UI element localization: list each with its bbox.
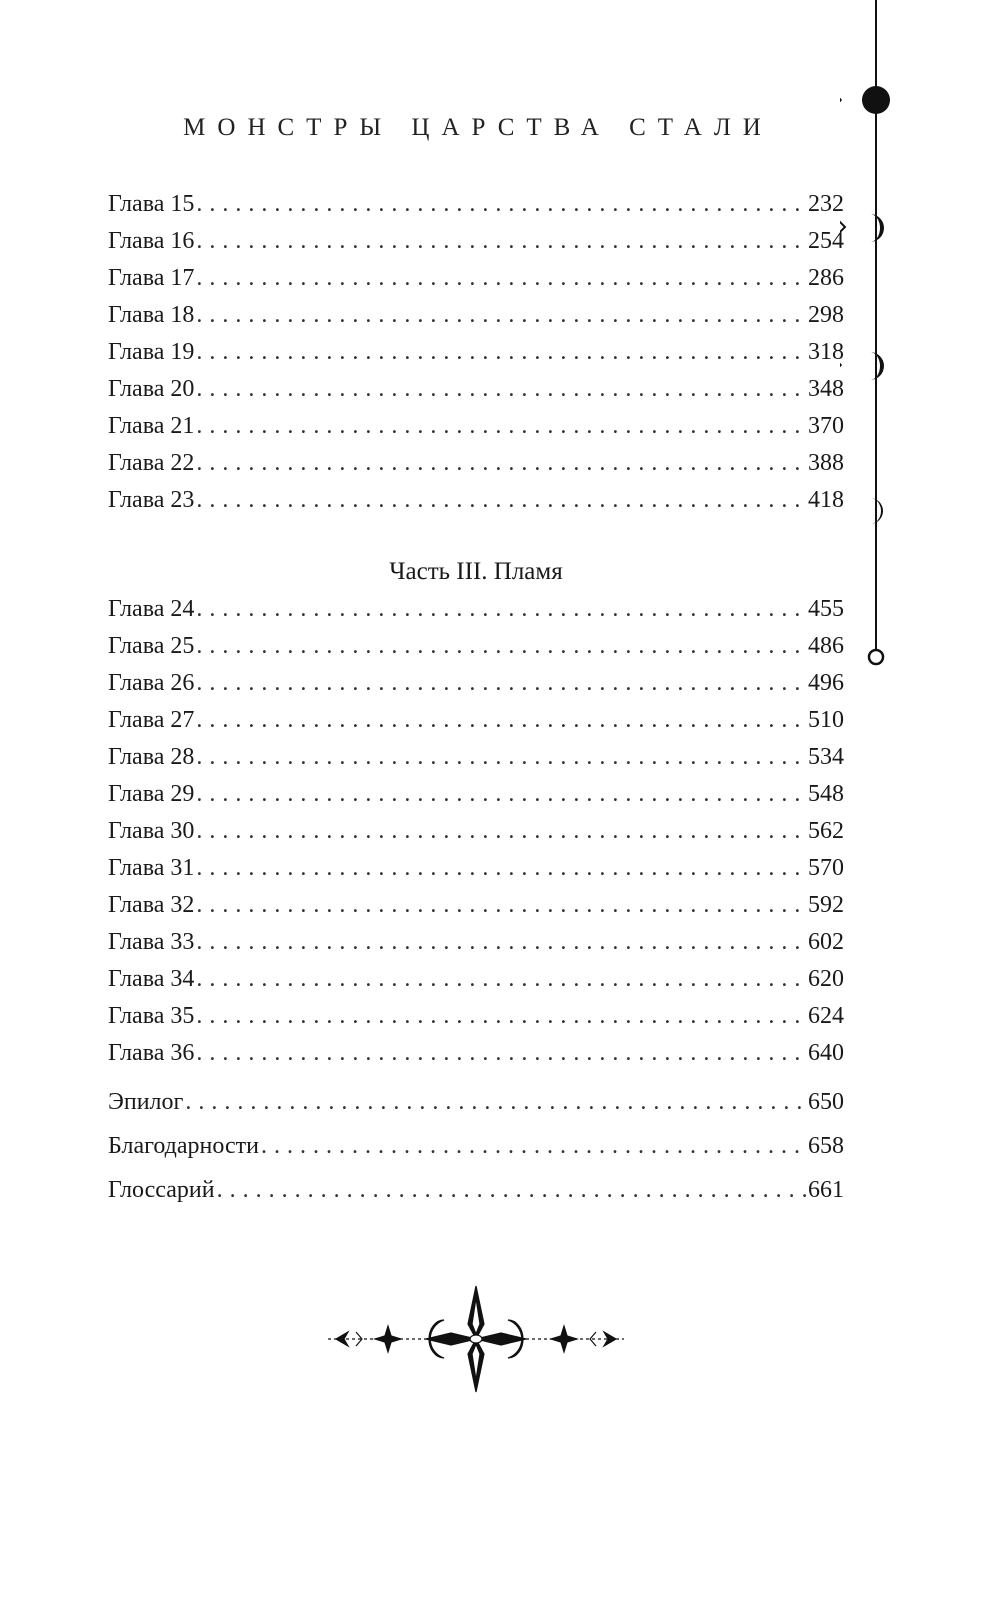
toc-entry: Эпилог . . . 650 [108,1080,844,1124]
dot-leader [196,702,806,739]
dot-leader [196,371,806,408]
dot-leader [196,998,806,1035]
dot-leader [196,297,806,334]
toc-group-part2-tail [108,186,844,519]
dot-leader [217,1168,806,1212]
dot-leader [196,223,806,260]
toc-entry: Глава 25 . . . 486 [108,628,844,665]
toc-entry: Глава 29 . . . 548 [108,776,844,813]
spacer [108,1072,844,1080]
dot-leader [196,813,806,850]
dot-leader [261,1124,806,1168]
toc-entry: Глава 27 . . . 510 [108,702,844,739]
dot-leader [196,739,806,776]
dot-leader [196,408,806,445]
toc-entry: Глава 16 . . . 254 [108,223,844,260]
dot-leader [196,665,806,702]
dot-leader [196,186,806,223]
toc-entry: Глава 17 . . . 286 [108,260,844,297]
toc-entry: Глава 32 . . . 592 [108,887,844,924]
dot-leader [196,1035,806,1072]
toc-entry: Глава 15 . . . 232 [108,186,844,223]
toc-entry: Глава 31 . . . 570 [108,850,844,887]
toc-group-part3 [108,591,844,1072]
toc-entry: Глава 33 . . . 602 [108,924,844,961]
toc-entry: Глава 36 . . . 640 [108,1035,844,1072]
crescent-star-ornament-icon [326,1284,626,1394]
dot-leader [196,850,806,887]
toc-entry: Благодарности . . . 658 [108,1124,844,1168]
dot-leader [196,776,806,813]
dot-leader [196,482,806,519]
moon-phase-pendants-icon [840,0,940,700]
dot-leader [196,591,806,628]
dot-leader [196,887,806,924]
dot-leader [196,445,806,482]
toc-entry: Глава 21 . . . 370 [108,408,844,445]
dot-leader [196,628,806,665]
toc-entry: Глава 30 . . . 562 [108,813,844,850]
toc-entry: Глава 24 . . . 455 [108,591,844,628]
toc-entry: Глава 22 . . . 388 [108,445,844,482]
toc-entry: Глава 19 . . . 318 [108,334,844,371]
dot-leader [196,334,806,371]
toc-entry: Глава 20 . . . 348 [108,371,844,408]
table-of-contents [108,186,844,1212]
toc-entry: Глава 28 . . . 534 [108,739,844,776]
toc-entry: Глава 26 . . . 496 [108,665,844,702]
toc-entry: Глава 35 . . . 624 [108,998,844,1035]
toc-entry: Глава 34 . . . 620 [108,961,844,998]
toc-entry: Глава 23 . . . 418 [108,482,844,519]
dot-leader [185,1080,806,1124]
toc-group-backmatter [108,1080,844,1212]
toc-entry: Глава 18 . . . 298 [108,297,844,334]
toc-entry: Глоссарий . . . 661 [108,1168,844,1212]
dot-leader [196,260,806,297]
running-title: МОНСТРЫ ЦАРСТВА СТАЛИ [183,114,773,141]
dot-leader [196,961,806,998]
dot-leader [196,924,806,961]
part-title: Часть III. Пламя [389,558,563,585]
